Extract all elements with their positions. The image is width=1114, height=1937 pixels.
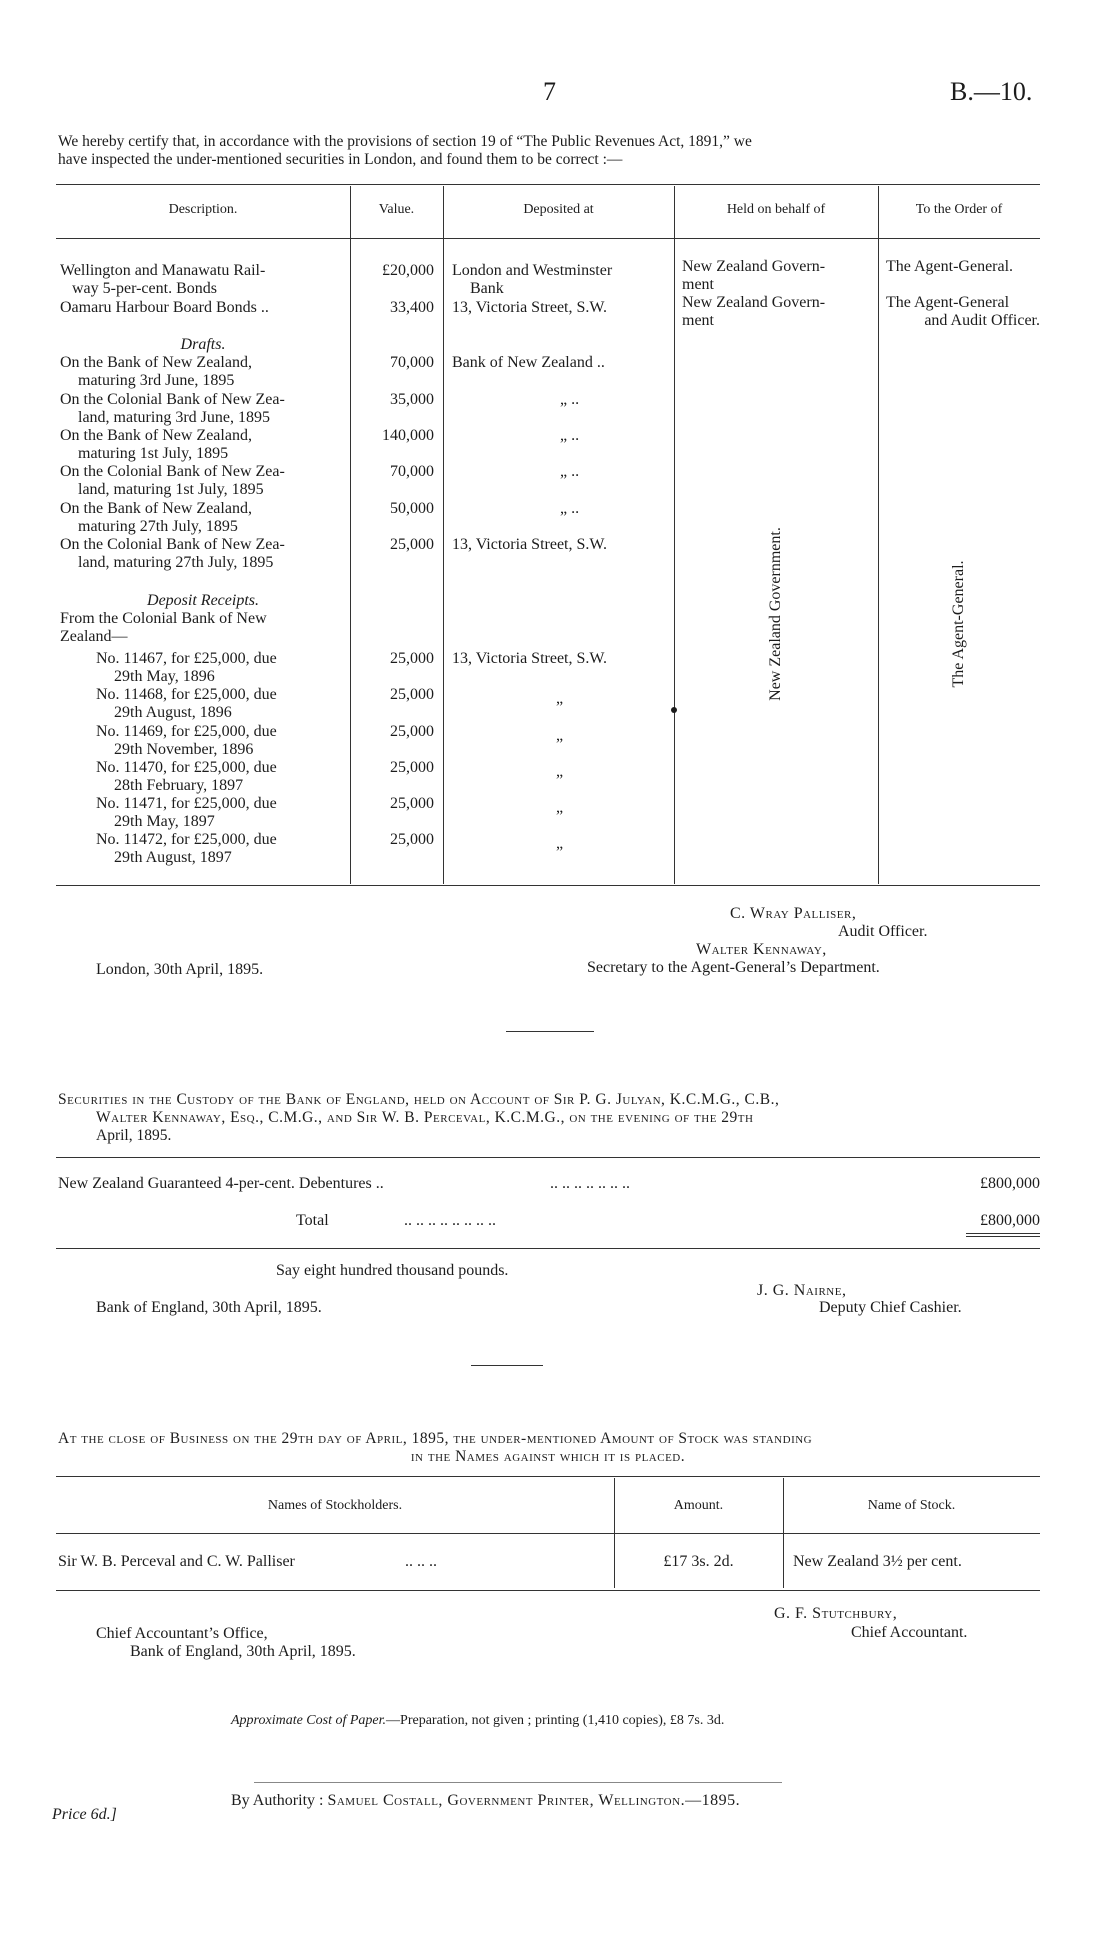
order-vertical-label: The Agent-General. bbox=[950, 560, 967, 688]
deposited-cell: 13, Victoria Street, S.W. bbox=[452, 650, 608, 667]
column-divider bbox=[443, 186, 444, 884]
section-divider bbox=[506, 1031, 594, 1032]
deposited-cell: „ bbox=[556, 690, 564, 707]
deposited-cell-cont: Bank bbox=[470, 280, 504, 297]
stock-table-bottom-rule bbox=[56, 1590, 1040, 1591]
cashier-title: Deputy Chief Cashier. bbox=[819, 1299, 962, 1316]
held-cell-cont: ment bbox=[682, 276, 714, 293]
description-cell: No. 11471, for £25,000, due bbox=[96, 795, 277, 812]
custody-intro-text-2: Walter Kennaway, Esq., C.M.G., and Sir W. B. Perceval, K.C.M.G., on the evening of the 29th bbox=[96, 1109, 754, 1126]
order-cell: The Agent-General. bbox=[886, 258, 1014, 275]
description-cell: Wellington and Manawatu Rail- bbox=[60, 262, 266, 279]
deposited-cell: „ .. bbox=[560, 500, 580, 517]
deposit-intro: From the Colonial Bank of New bbox=[60, 610, 267, 627]
accountant-name: G. F. Stutchbury, bbox=[774, 1605, 898, 1622]
custody-intro-text: Securities in the Custody of the Bank of England, held on Account of Sir P. G. Julyan, K.C.M.G., C.B., bbox=[58, 1091, 780, 1108]
total-value: £800,000 bbox=[980, 1212, 1040, 1229]
doc-reference: B.—10. bbox=[950, 77, 1033, 106]
description-cell-cont: land, maturing 1st July, 1895 bbox=[78, 481, 264, 498]
deposited-cell: „ .. bbox=[560, 463, 580, 480]
signatory-2-title: Secretary to the Agent-General’s Department. bbox=[587, 959, 880, 976]
leader-dots: .. .. .. bbox=[405, 1553, 437, 1570]
table-bottom-rule bbox=[56, 885, 1040, 886]
office-line-1: Chief Accountant’s Office, bbox=[96, 1625, 268, 1642]
table-top-rule bbox=[56, 184, 1040, 185]
deposited-cell: Bank of New Zealand .. bbox=[452, 354, 605, 371]
description-cell-cont: land, maturing 3rd June, 1895 bbox=[78, 409, 270, 426]
held-cell: New Zealand Govern- bbox=[682, 258, 826, 275]
cost-label: Approximate Cost of Paper. bbox=[231, 1713, 387, 1728]
description-cell: On the Bank of New Zealand, bbox=[60, 500, 252, 517]
custody-intro-line-2 bbox=[96, 1109, 753, 1127]
held-cell-cont: ment bbox=[682, 312, 714, 329]
description-cell: No. 11472, for £25,000, due bbox=[96, 831, 277, 848]
section-divider bbox=[471, 1365, 543, 1366]
authority-line bbox=[231, 1792, 740, 1810]
column-header-held-on-behalf-of: Held on behalf of bbox=[726, 202, 826, 217]
table-header-rule bbox=[56, 238, 1040, 239]
stock-intro-text: At the close of Business on the 29th day of April, 1895, the under-mentioned Amount of Stock was standing bbox=[58, 1430, 813, 1447]
stock-table-header-rule bbox=[56, 1533, 1040, 1534]
office-line-2: Bank of England, 30th April, 1895. bbox=[130, 1643, 356, 1660]
custody-intro-line-3: April, 1895. bbox=[96, 1127, 172, 1144]
deposited-cell: „ bbox=[556, 835, 564, 852]
cashier-name: J. G. Nairne, bbox=[757, 1282, 847, 1299]
value-cell: 70,000 bbox=[390, 354, 434, 371]
total-double-rule bbox=[966, 1233, 1040, 1234]
description-cell-cont: 29th May, 1896 bbox=[114, 668, 215, 685]
stockholder-names: Sir W. B. Perceval and C. W. Palliser bbox=[58, 1553, 295, 1570]
section2-place-date: Bank of England, 30th April, 1895. bbox=[96, 1299, 322, 1316]
value-cell: 25,000 bbox=[390, 723, 434, 740]
description-cell-cont: 28th February, 1897 bbox=[114, 777, 244, 794]
certify-intro-line-1: We hereby certify that, in accordance with the provisions of section 19 of “The Public Revenues Act, 1891,” we bbox=[58, 133, 752, 150]
leader-dots: .. .. .. .. .. .. .. .. bbox=[404, 1212, 496, 1229]
brace-point bbox=[671, 707, 677, 713]
drafts-heading: Drafts. bbox=[180, 336, 226, 353]
authority-label: By Authority : bbox=[231, 1792, 324, 1809]
value-cell: 33,400 bbox=[390, 299, 434, 316]
column-header-description: Description. bbox=[168, 202, 238, 217]
value-cell: 25,000 bbox=[390, 650, 434, 667]
custody-intro-line-1 bbox=[58, 1091, 779, 1109]
footer-rule bbox=[254, 1782, 782, 1783]
description-cell: No. 11467, for £25,000, due bbox=[96, 650, 277, 667]
held-vertical-label: New Zealand Government. bbox=[767, 527, 784, 701]
deposited-cell: „ .. bbox=[560, 391, 580, 408]
cost-text: —Preparation, not given ; printing (1,410 copies), £8 7s. 3d. bbox=[386, 1713, 725, 1728]
order-cell: The Agent-General bbox=[886, 294, 1010, 311]
description-cell: On the Colonial Bank of New Zea- bbox=[60, 536, 285, 553]
description-cell: Oamaru Harbour Board Bonds .. bbox=[60, 299, 269, 316]
value-cell: 70,000 bbox=[390, 463, 434, 480]
deposited-cell: „ bbox=[556, 799, 564, 816]
stock-intro-line-1 bbox=[58, 1430, 812, 1448]
column-divider bbox=[350, 186, 351, 884]
value-cell: 25,000 bbox=[390, 686, 434, 703]
description-cell: On the Bank of New Zealand, bbox=[60, 427, 252, 444]
deposit-receipts-heading: Deposit Receipts. bbox=[147, 592, 259, 609]
description-cell-cont: land, maturing 27th July, 1895 bbox=[78, 554, 274, 571]
deposited-cell: London and Westminster bbox=[452, 262, 613, 279]
leader-dots: .. .. .. .. .. .. .. bbox=[550, 1175, 630, 1192]
description-cell: On the Colonial Bank of New Zea- bbox=[60, 463, 285, 480]
description-cell-cont: 29th August, 1896 bbox=[114, 704, 232, 721]
accountant-title: Chief Accountant. bbox=[851, 1624, 968, 1641]
value-cell: 25,000 bbox=[390, 759, 434, 776]
deposited-cell: „ bbox=[556, 763, 564, 780]
column-header-stock-name: Name of Stock. bbox=[867, 1498, 956, 1513]
description-cell: No. 11469, for £25,000, due bbox=[96, 723, 277, 740]
description-cell: On the Bank of New Zealand, bbox=[60, 354, 252, 371]
debentures-label: New Zealand Guaranteed 4-per-cent. Debentures .. bbox=[58, 1175, 384, 1192]
order-cell-cont: and Audit Officer. bbox=[924, 312, 1040, 329]
column-divider bbox=[674, 186, 675, 884]
stock-intro-line-2: in the Names against which it is placed. bbox=[410, 1448, 686, 1465]
description-cell-cont: maturing 3rd June, 1895 bbox=[78, 372, 235, 389]
value-cell: 25,000 bbox=[390, 831, 434, 848]
debentures-value: £800,000 bbox=[980, 1175, 1040, 1192]
column-header-amount: Amount. bbox=[673, 1498, 724, 1513]
description-cell-cont: way 5-per-cent. Bonds bbox=[72, 280, 217, 297]
certify-intro-line-2: have inspected the under-mentioned securities in London, and found them to be correct :— bbox=[58, 151, 623, 168]
price: Price 6d.] bbox=[52, 1806, 117, 1823]
value-cell: 25,000 bbox=[390, 795, 434, 812]
stock-name: New Zealand 3½ per cent. bbox=[793, 1553, 962, 1570]
deposited-cell: „ .. bbox=[560, 427, 580, 444]
total-label: Total bbox=[296, 1212, 329, 1229]
description-cell-cont: 29th May, 1897 bbox=[114, 813, 215, 830]
custody-bottom-rule bbox=[56, 1248, 1040, 1249]
signatory-2-name: Walter Kennaway, bbox=[696, 941, 827, 958]
value-cell: 140,000 bbox=[382, 427, 434, 444]
section1-place-date: London, 30th April, 1895. bbox=[96, 961, 264, 978]
page-number: 7 bbox=[543, 77, 556, 106]
stock-table-top-rule bbox=[56, 1476, 1040, 1477]
description-cell: No. 11468, for £25,000, due bbox=[96, 686, 277, 703]
custody-top-rule bbox=[56, 1157, 1040, 1158]
column-header-stockholders: Names of Stockholders. bbox=[267, 1498, 403, 1513]
description-cell-cont: maturing 27th July, 1895 bbox=[78, 518, 238, 535]
stock-amount: £17 3s. 2d. bbox=[663, 1553, 734, 1570]
description-cell-cont: 29th August, 1897 bbox=[114, 849, 232, 866]
signatory-1-name: C. Wray Palliser, bbox=[730, 905, 857, 922]
deposited-cell: 13, Victoria Street, S.W. bbox=[452, 299, 608, 316]
column-divider bbox=[878, 186, 879, 884]
value-cell: 35,000 bbox=[390, 391, 434, 408]
value-cell: £20,000 bbox=[382, 262, 434, 279]
value-cell: 50,000 bbox=[390, 500, 434, 517]
column-header-deposited-at: Deposited at bbox=[523, 202, 594, 217]
column-header-to-the-order-of: To the Order of bbox=[915, 202, 1003, 217]
cost-of-paper bbox=[231, 1712, 724, 1730]
total-double-rule-2 bbox=[966, 1236, 1040, 1237]
description-cell-cont: 29th November, 1896 bbox=[114, 741, 254, 758]
held-cell: New Zealand Govern- bbox=[682, 294, 826, 311]
column-header-value: Value. bbox=[378, 202, 415, 217]
deposit-intro-cont: Zealand— bbox=[60, 628, 128, 645]
amount-in-words: Say eight hundred thousand pounds. bbox=[276, 1262, 509, 1279]
description-cell: No. 11470, for £25,000, due bbox=[96, 759, 277, 776]
description-cell: On the Colonial Bank of New Zea- bbox=[60, 391, 285, 408]
signatory-1-title: Audit Officer. bbox=[838, 923, 928, 940]
deposited-cell: 13, Victoria Street, S.W. bbox=[452, 536, 608, 553]
authority-text: Samuel Costall, Government Printer, Wellington.—1895. bbox=[327, 1792, 741, 1809]
deposited-cell: „ bbox=[556, 727, 564, 744]
description-cell-cont: maturing 1st July, 1895 bbox=[78, 445, 229, 462]
value-cell: 25,000 bbox=[390, 536, 434, 553]
